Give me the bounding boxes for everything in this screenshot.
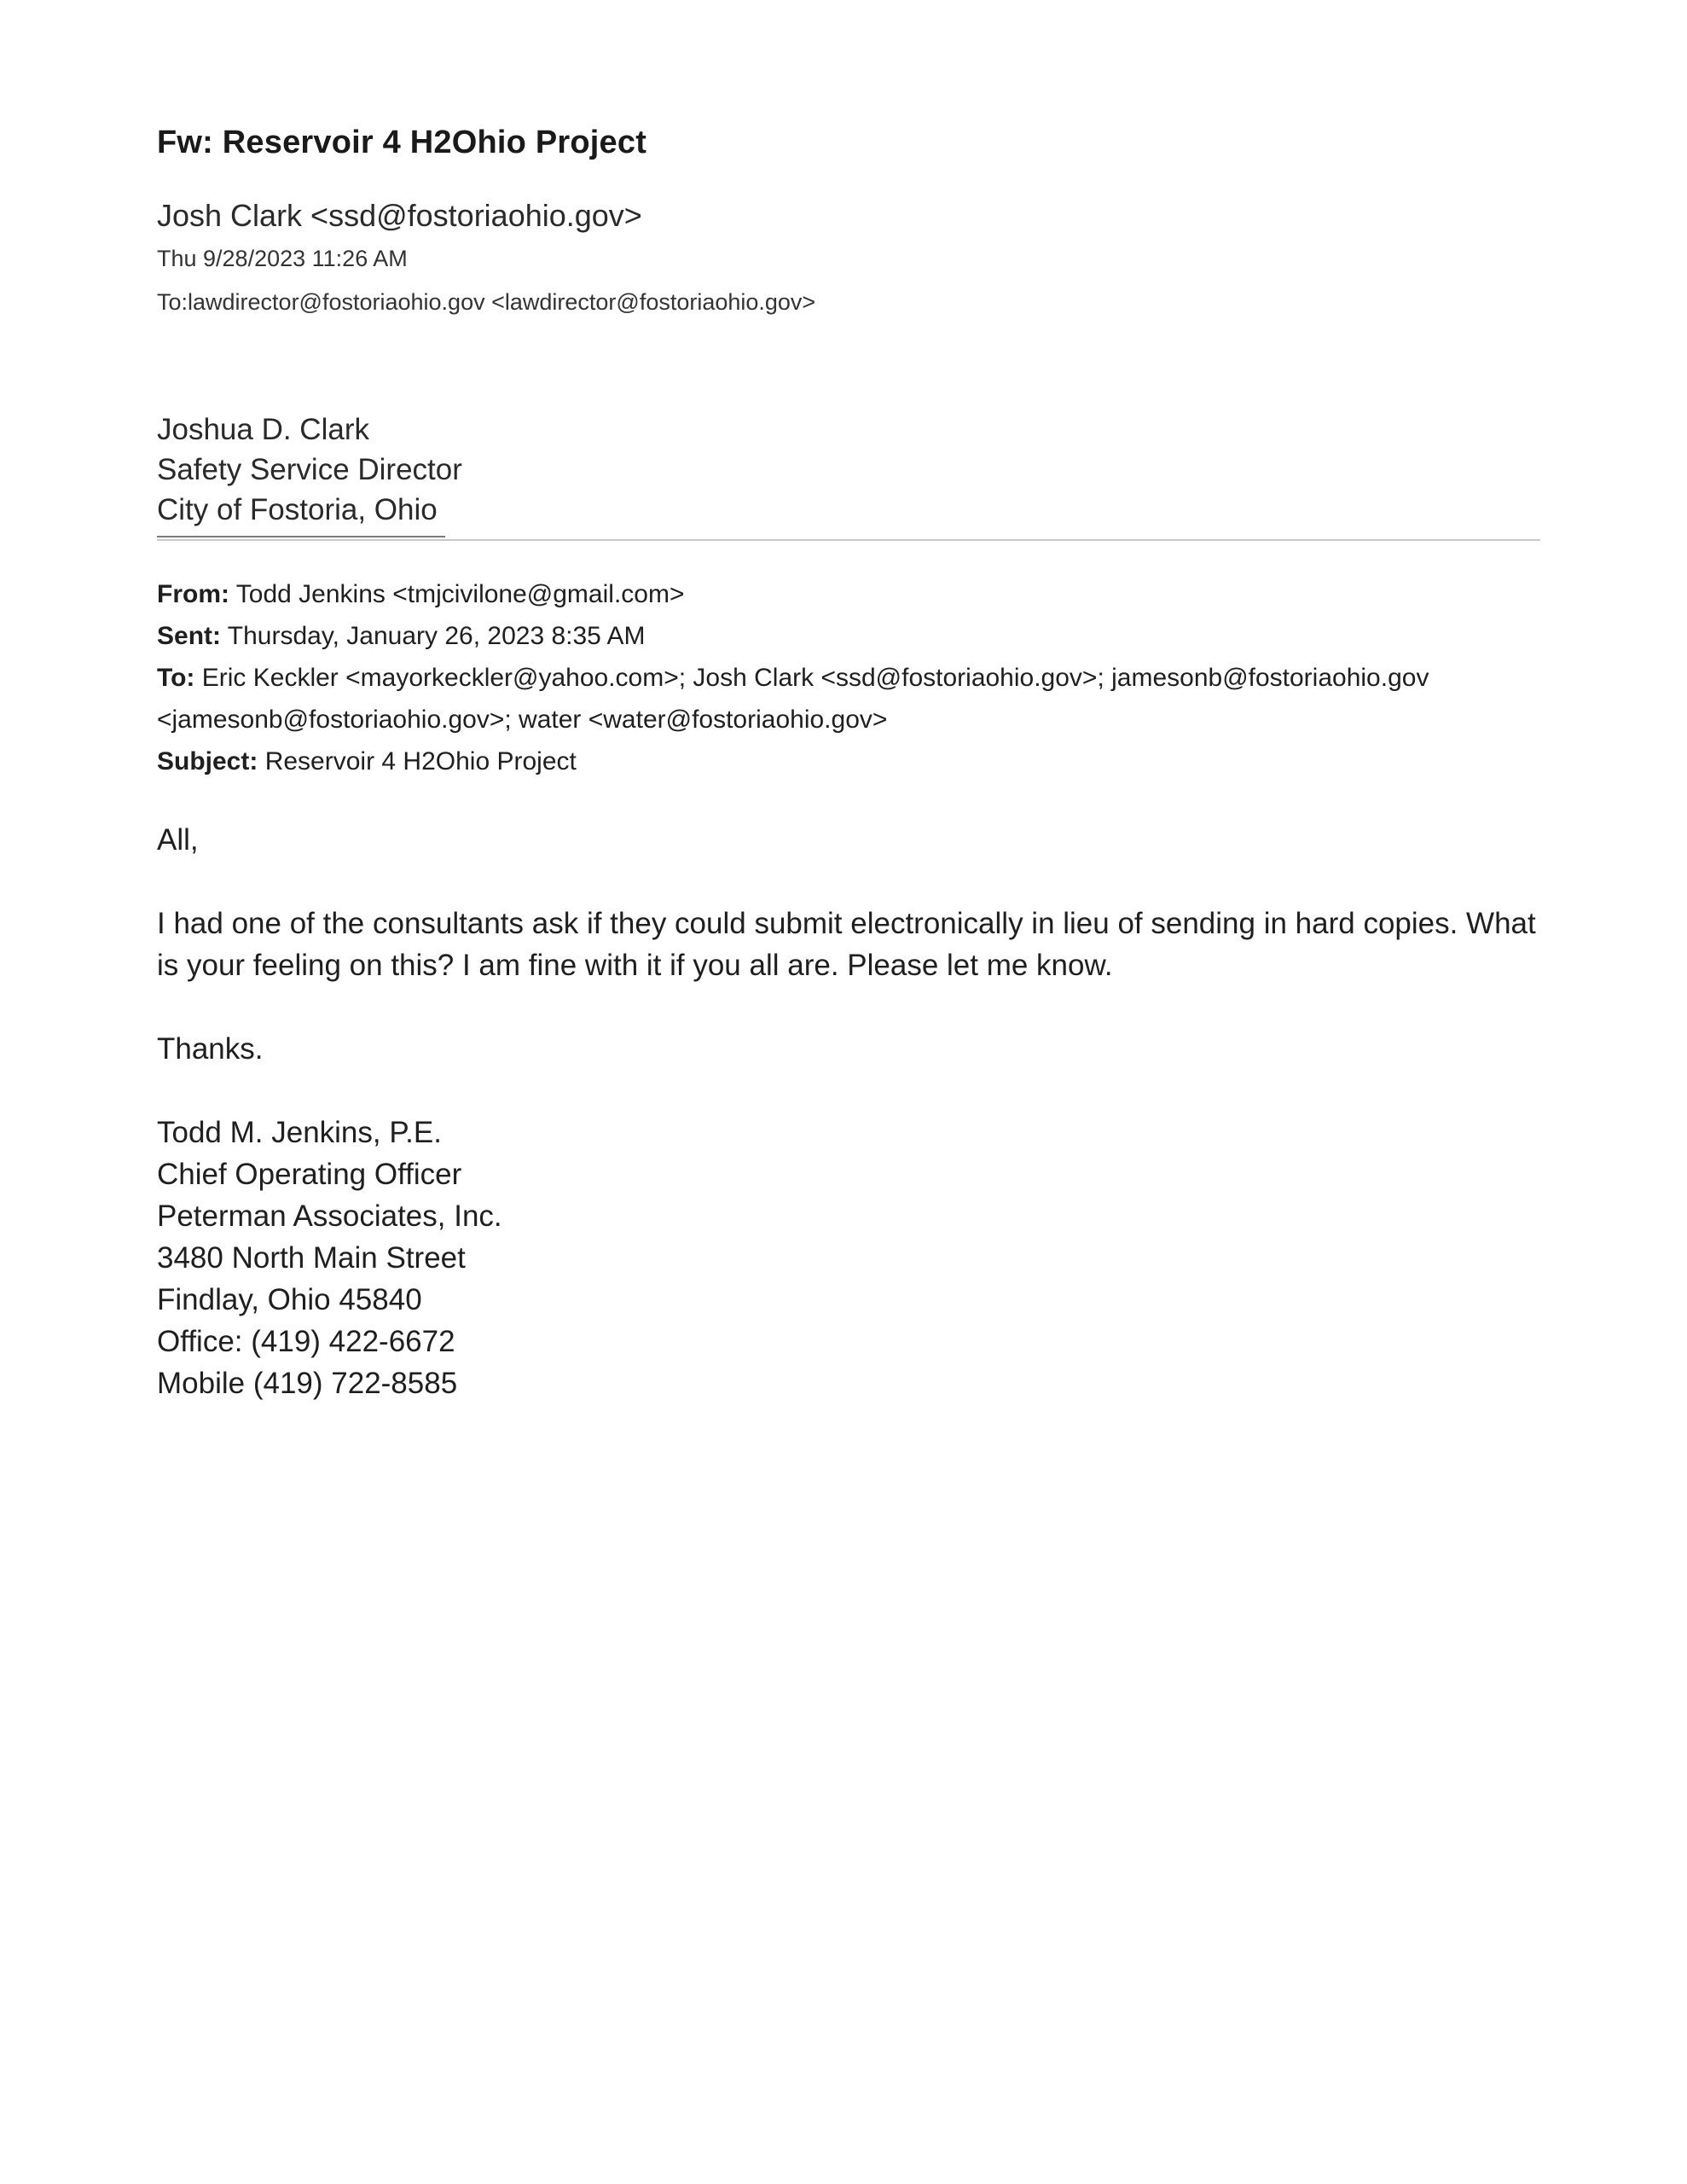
closing-sig-title: Chief Operating Officer (157, 1158, 462, 1191)
forwarded-to-line (157, 657, 1556, 741)
forwarded-subject-line (157, 741, 1556, 782)
email-recipient: To:lawdirector@fostoriaohio.gov <lawdirector@fostoriaohio.gov> (157, 289, 816, 315)
closing-signature (157, 1112, 1556, 1404)
closing-sig-mobile-phone: Mobile (419) 722-8585 (157, 1367, 458, 1400)
forwarded-header (157, 573, 1556, 782)
email-sender: Josh Clark <ssd@fostoriaohio.gov> (157, 198, 642, 233)
closing-sig-city: Findlay, Ohio 45840 (157, 1283, 422, 1316)
thanks-line: Thanks. (157, 1032, 264, 1066)
to-label: To: (157, 664, 195, 692)
subject-label: Subject: (157, 747, 258, 775)
message-body (157, 819, 1556, 1404)
signature-line-title: Safety Service Director (157, 453, 462, 486)
signature-line-name: Joshua D. Clark (157, 413, 369, 446)
closing-sig-name: Todd M. Jenkins, P.E. (157, 1116, 442, 1149)
email-subject-title: Fw: Reservoir 4 H2Ohio Project (157, 125, 647, 160)
email-date: Thu 9/28/2023 11:26 AM (157, 246, 408, 271)
forwarded-from-line (157, 573, 1556, 615)
forward-divider (157, 539, 1540, 541)
sent-value: Thursday, January 26, 2023 8:35 AM (227, 622, 646, 650)
greeting: All, (157, 823, 199, 857)
sent-label: Sent: (157, 622, 221, 650)
forwarded-sent-line (157, 615, 1556, 657)
from-value: Todd Jenkins <tmjcivilone@gmail.com> (235, 580, 685, 608)
signature-divider (157, 536, 445, 537)
body-paragraph: I had one of the consultants ask if they could submit electronically in lieu of sending in hard copies. What is your feeling on this? I am fine with it if you all are. Please let me know. (157, 907, 1536, 982)
signature-line-org: City of Fostoria, Ohio (157, 493, 438, 526)
sender-signature (157, 410, 462, 530)
subject-value: Reservoir 4 H2Ohio Project (264, 747, 577, 775)
closing-sig-company: Peterman Associates, Inc. (157, 1199, 502, 1233)
closing-sig-street: 3480 North Main Street (157, 1241, 466, 1275)
closing-sig-office-phone: Office: (419) 422-6672 (157, 1325, 455, 1358)
from-label: From: (157, 580, 229, 608)
to-value: Eric Keckler <mayorkeckler@yahoo.com>; Josh Clark <ssd@fostoriaohio.gov>; jamesonb@fostoriaohio.gov <jamesonb@fostoriaohio.gov>; water <water@fostoriaohio.gov> (157, 664, 1429, 734)
